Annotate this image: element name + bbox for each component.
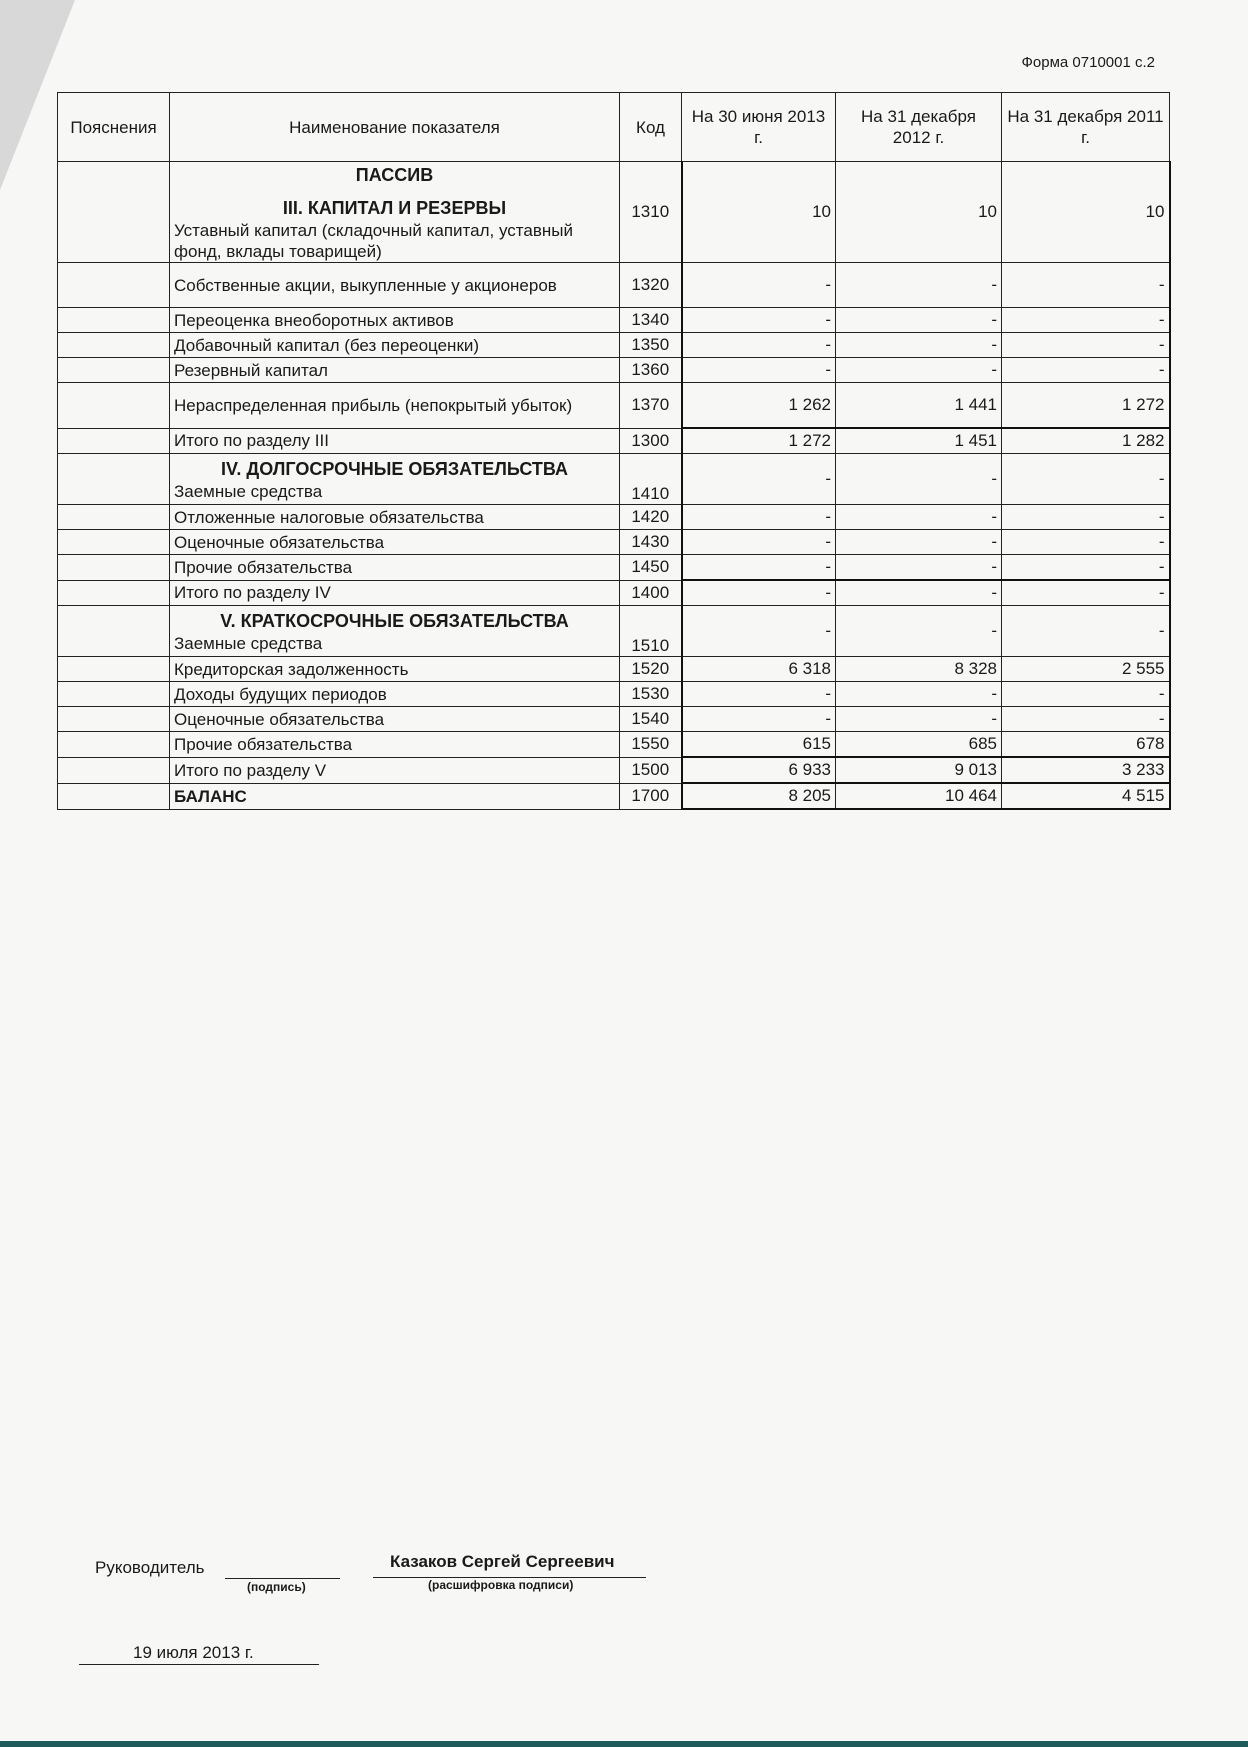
row-name bbox=[170, 162, 620, 263]
row-value-col3: - bbox=[1002, 580, 1170, 606]
row-value-col1: 6 933 bbox=[682, 757, 836, 783]
row-value-col3: - bbox=[1002, 530, 1170, 555]
row-name-text: Уставный капитал (складочный капитал, уставный фонд, вклады товарищей) bbox=[174, 221, 573, 261]
table-row bbox=[58, 162, 1170, 263]
row-value-col2: - bbox=[836, 358, 1002, 383]
table-row bbox=[58, 783, 1170, 809]
row-value-col2: 1 451 bbox=[836, 428, 1002, 454]
row-name bbox=[170, 606, 620, 657]
row-code: 1500 bbox=[620, 757, 682, 783]
header-code: Код bbox=[620, 93, 682, 162]
row-name: Оценочные обязательства bbox=[170, 530, 620, 555]
row-value-col3: - bbox=[1002, 263, 1170, 308]
row-value-col2: - bbox=[836, 606, 1002, 657]
signer-name: Казаков Сергей Сергеевич bbox=[390, 1552, 615, 1571]
row-value-col3: - bbox=[1002, 454, 1170, 505]
row-value-col3: - bbox=[1002, 606, 1170, 657]
row-value-col3: - bbox=[1002, 707, 1170, 732]
section4-title: IV. ДОЛГОСРОЧНЫЕ ОБЯЗАТЕЛЬСТВА bbox=[221, 458, 568, 479]
row-value-col3: - bbox=[1002, 682, 1170, 707]
signature-role: Руководитель bbox=[95, 1558, 205, 1577]
document-date: 19 июля 2013 г. bbox=[133, 1643, 254, 1662]
notes-cell bbox=[58, 757, 170, 783]
notes-cell bbox=[58, 263, 170, 308]
row-name: Собственные акции, выкупленные у акционеров bbox=[170, 263, 620, 308]
row-value-col2: 10 bbox=[836, 162, 1002, 263]
table-row bbox=[58, 383, 1170, 429]
notes-cell bbox=[58, 580, 170, 606]
row-value-col1: 615 bbox=[682, 732, 836, 758]
row-value-col1: - bbox=[682, 263, 836, 308]
row-code: 1300 bbox=[620, 428, 682, 454]
notes-cell bbox=[58, 555, 170, 581]
row-value-col1: 1 272 bbox=[682, 428, 836, 454]
row-value-col3: 1 272 bbox=[1002, 383, 1170, 429]
table-row bbox=[58, 732, 1170, 758]
row-name bbox=[170, 454, 620, 505]
row-name-text: Заемные средства bbox=[174, 481, 323, 501]
row-code: 1350 bbox=[620, 333, 682, 358]
table-row bbox=[58, 263, 1170, 308]
row-code: 1310 bbox=[620, 162, 682, 263]
row-value-col2: 1 441 bbox=[836, 383, 1002, 429]
table-row bbox=[58, 707, 1170, 732]
row-value-col2: - bbox=[836, 530, 1002, 555]
notes-cell bbox=[58, 530, 170, 555]
row-value-col3: 3 233 bbox=[1002, 757, 1170, 783]
row-value-col2: - bbox=[836, 707, 1002, 732]
row-value-col2: 10 464 bbox=[836, 783, 1002, 809]
notes-cell bbox=[58, 454, 170, 505]
table-row bbox=[58, 308, 1170, 333]
row-value-col2: - bbox=[836, 263, 1002, 308]
row-value-col3: - bbox=[1002, 505, 1170, 530]
passive-title: ПАССИВ bbox=[355, 165, 434, 185]
table-row bbox=[58, 428, 1170, 454]
table-row bbox=[58, 757, 1170, 783]
row-value-col2: - bbox=[836, 580, 1002, 606]
notes-cell bbox=[58, 358, 170, 383]
notes-cell bbox=[58, 308, 170, 333]
table-row bbox=[58, 657, 1170, 682]
notes-cell bbox=[58, 732, 170, 758]
row-value-col1: - bbox=[682, 707, 836, 732]
row-value-col3: 678 bbox=[1002, 732, 1170, 758]
header-notes: Пояснения bbox=[58, 93, 170, 162]
balance-table bbox=[57, 92, 1171, 810]
table-row bbox=[58, 530, 1170, 555]
notes-cell bbox=[58, 428, 170, 454]
notes-cell bbox=[58, 383, 170, 429]
row-code: 1540 bbox=[620, 707, 682, 732]
row-name: Нераспределенная прибыль (непокрытый убыток) bbox=[170, 383, 620, 429]
notes-cell bbox=[58, 505, 170, 530]
row-value-col2: 685 bbox=[836, 732, 1002, 758]
row-name: Переоценка внеоборотных активов bbox=[170, 308, 620, 333]
row-value-col1: - bbox=[682, 454, 836, 505]
row-value-col3: 1 282 bbox=[1002, 428, 1170, 454]
notes-cell bbox=[58, 707, 170, 732]
row-name: Прочие обязательства bbox=[170, 732, 620, 758]
row-code: 1700 bbox=[620, 783, 682, 809]
row-value-col1: - bbox=[682, 358, 836, 383]
row-value-col1: - bbox=[682, 555, 836, 581]
table-row bbox=[58, 358, 1170, 383]
row-code: 1510 bbox=[620, 606, 682, 657]
row-code: 1360 bbox=[620, 358, 682, 383]
row-code: 1370 bbox=[620, 383, 682, 429]
header-col2: На 31 декабря 2012 г. bbox=[836, 93, 1002, 162]
row-value-col1: 10 bbox=[682, 162, 836, 263]
row-code: 1400 bbox=[620, 580, 682, 606]
row-value-col1: 6 318 bbox=[682, 657, 836, 682]
row-value-col3: 4 515 bbox=[1002, 783, 1170, 809]
table-row bbox=[58, 555, 1170, 581]
row-value-col1: - bbox=[682, 682, 836, 707]
scan-edge bbox=[0, 1741, 1248, 1747]
row-value-col3: - bbox=[1002, 308, 1170, 333]
signature-caption: (подпись) bbox=[247, 1580, 306, 1594]
signature-line bbox=[225, 1558, 340, 1579]
notes-cell bbox=[58, 333, 170, 358]
row-value-col2: - bbox=[836, 454, 1002, 505]
table-row bbox=[58, 606, 1170, 657]
row-value-col2: - bbox=[836, 505, 1002, 530]
row-name: Прочие обязательства bbox=[170, 555, 620, 581]
row-value-col1: - bbox=[682, 580, 836, 606]
row-value-col1: - bbox=[682, 308, 836, 333]
row-name: Итого по разделу III bbox=[170, 428, 620, 454]
row-name-text: Заемные средства bbox=[174, 633, 323, 653]
row-name: БАЛАНС bbox=[170, 783, 620, 809]
row-code: 1430 bbox=[620, 530, 682, 555]
row-code: 1320 bbox=[620, 263, 682, 308]
row-value-col3: - bbox=[1002, 555, 1170, 581]
row-name: Добавочный капитал (без переоценки) bbox=[170, 333, 620, 358]
notes-cell bbox=[58, 606, 170, 657]
row-code: 1340 bbox=[620, 308, 682, 333]
row-value-col2: - bbox=[836, 682, 1002, 707]
notes-cell bbox=[58, 657, 170, 682]
header-name: Наименование показателя bbox=[170, 93, 620, 162]
row-name: Оценочные обязательства bbox=[170, 707, 620, 732]
table-row bbox=[58, 580, 1170, 606]
notes-cell bbox=[58, 783, 170, 809]
row-name: Кредиторская задолженность bbox=[170, 657, 620, 682]
row-value-col1: - bbox=[682, 505, 836, 530]
row-code: 1450 bbox=[620, 555, 682, 581]
row-name: Резервный капитал bbox=[170, 358, 620, 383]
row-value-col2: 9 013 bbox=[836, 757, 1002, 783]
notes-cell bbox=[58, 162, 170, 263]
row-value-col2: 8 328 bbox=[836, 657, 1002, 682]
row-value-col1: 8 205 bbox=[682, 783, 836, 809]
row-value-col1: - bbox=[682, 530, 836, 555]
header-col1: На 30 июня 2013 г. bbox=[682, 93, 836, 162]
notes-cell bbox=[58, 682, 170, 707]
name-caption: (расшифровка подписи) bbox=[428, 1578, 574, 1592]
table-header-row bbox=[58, 93, 1170, 162]
section5-title: V. КРАТКОСРОЧНЫЕ ОБЯЗАТЕЛЬСТВА bbox=[220, 610, 569, 631]
row-name: Отложенные налоговые обязательства bbox=[170, 505, 620, 530]
row-value-col3: 10 bbox=[1002, 162, 1170, 263]
row-code: 1410 bbox=[620, 454, 682, 505]
row-code: 1520 bbox=[620, 657, 682, 682]
row-name: Доходы будущих периодов bbox=[170, 682, 620, 707]
row-value-col2: - bbox=[836, 308, 1002, 333]
row-value-col2: - bbox=[836, 555, 1002, 581]
table-row bbox=[58, 682, 1170, 707]
row-value-col1: - bbox=[682, 333, 836, 358]
form-number: Форма 0710001 с.2 bbox=[1021, 54, 1155, 71]
table-row bbox=[58, 454, 1170, 505]
row-value-col1: - bbox=[682, 606, 836, 657]
table-row bbox=[58, 333, 1170, 358]
row-name: Итого по разделу V bbox=[170, 757, 620, 783]
row-value-col3: - bbox=[1002, 358, 1170, 383]
row-code: 1550 bbox=[620, 732, 682, 758]
row-value-col3: 2 555 bbox=[1002, 657, 1170, 682]
row-code: 1420 bbox=[620, 505, 682, 530]
row-code: 1530 bbox=[620, 682, 682, 707]
header-col3: На 31 декабря 2011 г. bbox=[1002, 93, 1170, 162]
row-value-col2: - bbox=[836, 333, 1002, 358]
row-value-col3: - bbox=[1002, 333, 1170, 358]
row-name: Итого по разделу IV bbox=[170, 580, 620, 606]
row-value-col1: 1 262 bbox=[682, 383, 836, 429]
table-row bbox=[58, 505, 1170, 530]
section3-title: III. КАПИТАЛ И РЕЗЕРВЫ bbox=[282, 198, 507, 218]
